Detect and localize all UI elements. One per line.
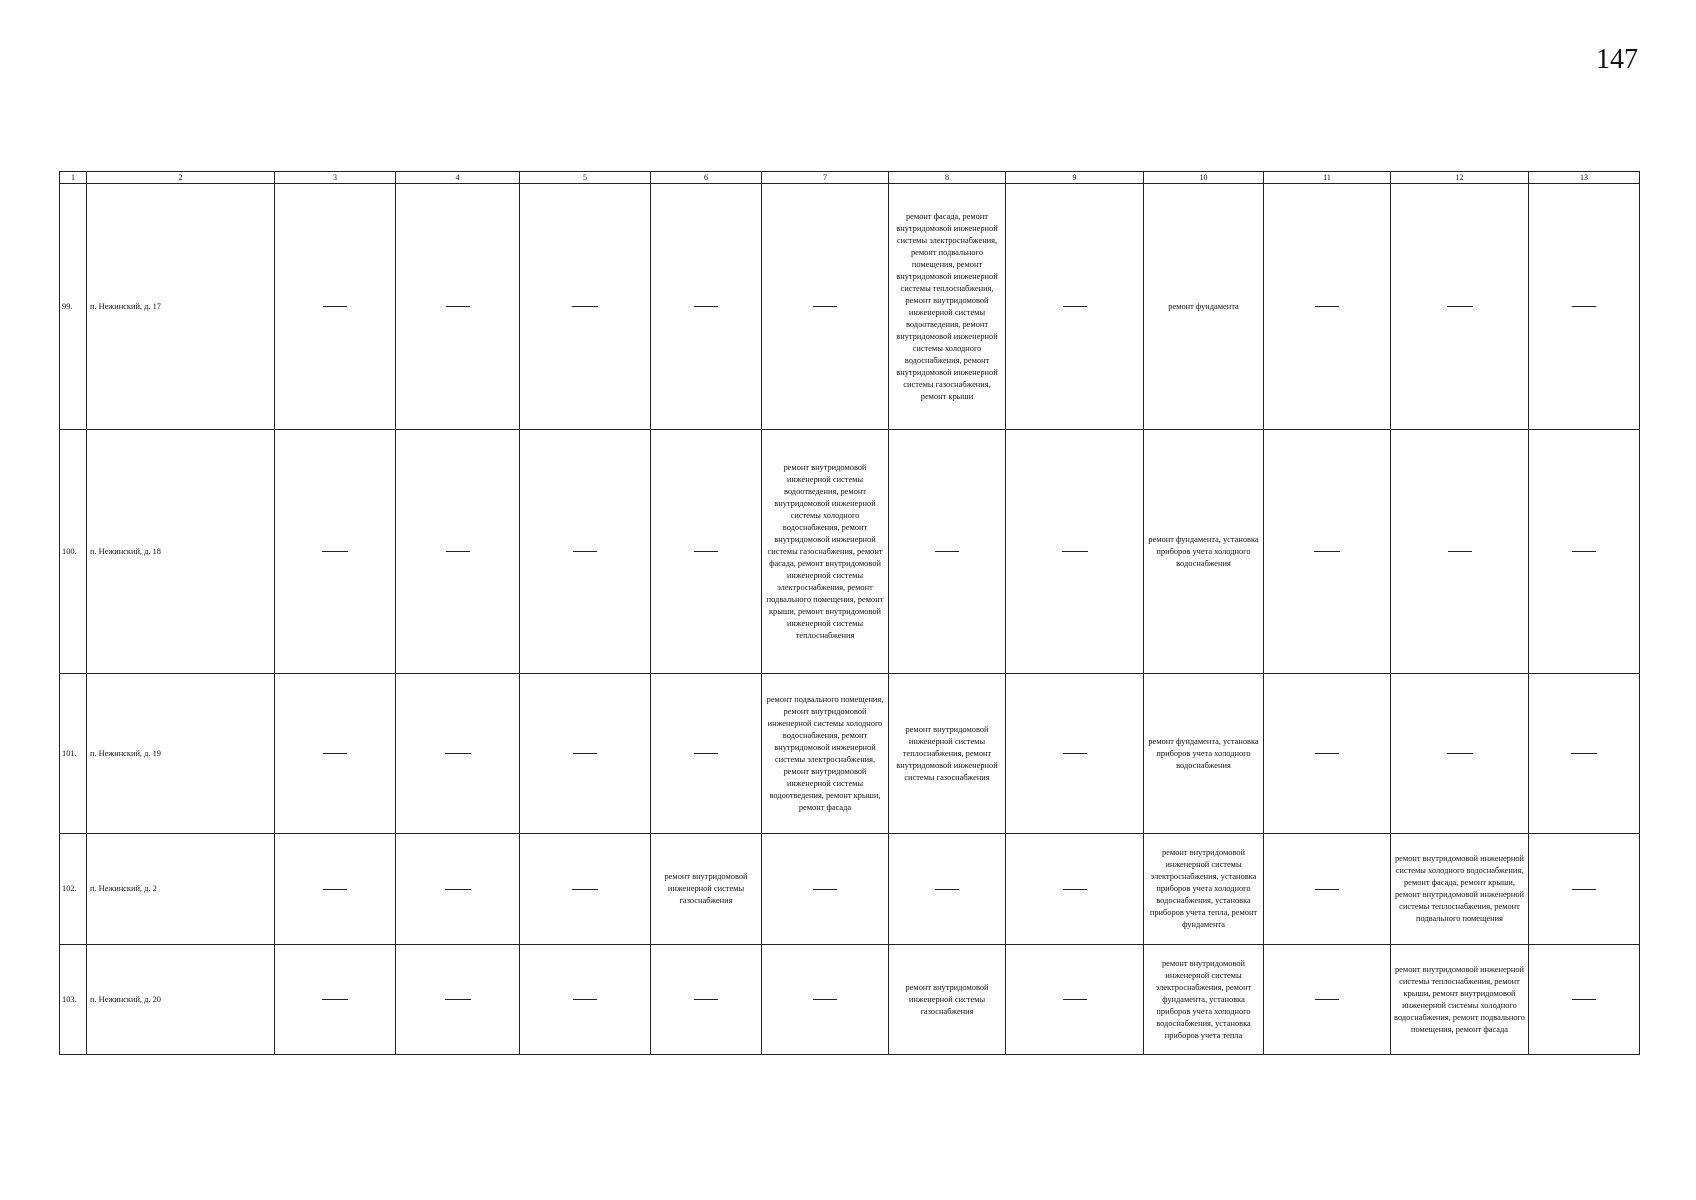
row-number: 103. (60, 945, 87, 1055)
dash-mark (1572, 306, 1596, 307)
empty-cell (651, 430, 762, 674)
dash-mark (323, 889, 347, 890)
dash-mark (813, 889, 837, 890)
column-header: 2 (87, 172, 275, 184)
table-row (60, 184, 1640, 430)
dash-mark (1315, 889, 1339, 890)
table-row (60, 945, 1640, 1055)
work-cell: ремонт внутридомовой инженерной системы водоотведения, ремонт внутридомовой инженерной системы холодного водоснабжения, ремонт внутридомовой инженерной системы газоснабжения, ремонт фасада, ремонт внутридомовой инженерной системы электроснабжения, ремонт подвального помещения, ремонт крыши, ремонт внутридомовой инженерной системы теплоснабжения (762, 430, 889, 674)
empty-cell (762, 184, 889, 430)
capital-repair-table (59, 171, 1640, 1055)
dash-mark (573, 551, 597, 552)
column-header: 7 (762, 172, 889, 184)
dash-mark (573, 753, 597, 754)
empty-cell (1264, 945, 1391, 1055)
empty-cell (1006, 674, 1144, 834)
empty-cell (275, 834, 396, 945)
work-cell: ремонт внутридомовой инженерной системы газоснабжения (889, 945, 1006, 1055)
dash-mark (446, 306, 470, 307)
dash-mark (1063, 999, 1087, 1000)
dash-mark (1315, 999, 1339, 1000)
empty-cell (275, 430, 396, 674)
empty-cell (1529, 945, 1640, 1055)
dash-mark (1447, 306, 1473, 307)
table-row (60, 674, 1640, 834)
empty-cell (520, 834, 651, 945)
dash-mark (1063, 889, 1087, 890)
empty-cell (520, 674, 651, 834)
row-number: 102. (60, 834, 87, 945)
dash-mark (935, 551, 959, 552)
dash-mark (694, 306, 718, 307)
dash-mark (573, 999, 597, 1000)
dash-mark (322, 551, 348, 552)
dash-mark (572, 889, 598, 890)
column-header: 5 (520, 172, 651, 184)
column-header: 1 (60, 172, 87, 184)
column-header: 13 (1529, 172, 1640, 184)
empty-cell (1529, 834, 1640, 945)
column-header: 4 (396, 172, 520, 184)
dash-mark (1062, 551, 1088, 552)
dash-mark (1572, 889, 1596, 890)
empty-cell (396, 945, 520, 1055)
dash-mark (322, 999, 348, 1000)
row-number: 101. (60, 674, 87, 834)
empty-cell (1006, 834, 1144, 945)
dash-mark (935, 889, 959, 890)
empty-cell (651, 945, 762, 1055)
dash-mark (445, 753, 471, 754)
work-cell: ремонт внутридомовой инженерной системы электроснабжения, установка приборов учета холодного водоснабжения, установка приборов учета тепла, ремонт фундамента (1144, 834, 1264, 945)
empty-cell (651, 674, 762, 834)
dash-mark (1315, 753, 1339, 754)
address-cell: п. Нежинский, д. 2 (87, 834, 275, 945)
dash-mark (813, 306, 837, 307)
dash-mark (323, 753, 347, 754)
dash-mark (813, 999, 837, 1000)
empty-cell (889, 430, 1006, 674)
dash-mark (1063, 306, 1087, 307)
empty-cell (520, 945, 651, 1055)
address-cell: п. Нежинский, д. 18 (87, 430, 275, 674)
work-cell: ремонт внутридомовой инженерной системы газоснабжения (651, 834, 762, 945)
page-number: 147 (1596, 44, 1638, 75)
work-cell: ремонт фундамента (1144, 184, 1264, 430)
dash-mark (446, 551, 470, 552)
address-cell: п. Нежинский, д. 19 (87, 674, 275, 834)
empty-cell (396, 184, 520, 430)
work-cell: ремонт фундамента, установка приборов учета холодного водоснабжения (1144, 430, 1264, 674)
dash-mark (1572, 999, 1596, 1000)
empty-cell (889, 834, 1006, 945)
empty-cell (1529, 184, 1640, 430)
empty-cell (1006, 184, 1144, 430)
empty-cell (1006, 945, 1144, 1055)
work-cell: ремонт фасада, ремонт внутридомовой инженерной системы электроснабжения, ремонт подвального помещения, ремонт внутридомовой инженерной системы теплоснабжения, ремонт внутридомовой инженерной системы водоотведения, ремонт внутридомовой инженерной системы холодного водоснабжения, ремонт внутридомовой инженерной системы газоснабжения, ремонт крыши (889, 184, 1006, 430)
table-row (60, 834, 1640, 945)
dash-mark (572, 306, 598, 307)
empty-cell (1264, 184, 1391, 430)
work-cell: ремонт внутридомовой инженерной системы электроснабжения, ремонт фундамента, установка приборов учета холодного водоснабжения, установка приборов учета тепла (1144, 945, 1264, 1055)
address-cell: п. Нежинский, д. 20 (87, 945, 275, 1055)
column-header: 12 (1391, 172, 1529, 184)
empty-cell (1529, 674, 1640, 834)
empty-cell (1391, 184, 1529, 430)
dash-mark (323, 306, 347, 307)
dash-mark (1447, 753, 1473, 754)
empty-cell (396, 430, 520, 674)
column-header: 8 (889, 172, 1006, 184)
empty-cell (275, 945, 396, 1055)
column-header: 3 (275, 172, 396, 184)
table-row (60, 430, 1640, 674)
row-number: 100. (60, 430, 87, 674)
empty-cell (520, 184, 651, 430)
empty-cell (762, 834, 889, 945)
dash-mark (694, 999, 718, 1000)
dash-mark (694, 551, 718, 552)
empty-cell (1264, 430, 1391, 674)
work-cell: ремонт подвального помещения, ремонт внутридомовой инженерной системы холодного водоснабжения, ремонт внутридомовой инженерной системы электроснабжения, ремонт внутридомовой инженерной системы водоотведения, ремонт крыши, ремонт фасада (762, 674, 889, 834)
empty-cell (520, 430, 651, 674)
work-cell: ремонт внутридомовой инженерной системы теплоснабжения, ремонт крыши, ремонт внутридомовой инженерной системы холодного водоснабжения, ремонт подвального помещения, ремонт фасада (1391, 945, 1529, 1055)
empty-cell (1391, 674, 1529, 834)
work-cell: ремонт внутридомовой инженерной системы холодного водоснабжения, ремонт фасада, ремонт крыши, ремонт внутридомовой инженерной системы теплоснабжения, ремонт подвального помещения (1391, 834, 1529, 945)
empty-cell (1391, 430, 1529, 674)
dash-mark (1572, 551, 1596, 552)
dash-mark (694, 753, 718, 754)
empty-cell (275, 184, 396, 430)
empty-cell (1264, 834, 1391, 945)
empty-cell (1264, 674, 1391, 834)
row-number: 99. (60, 184, 87, 430)
empty-cell (651, 184, 762, 430)
column-number-row (60, 172, 1640, 184)
dash-mark (1314, 551, 1340, 552)
work-cell: ремонт внутридомовой инженерной системы теплоснабжения, ремонт внутридомовой инженерной системы газоснабжения (889, 674, 1006, 834)
column-header: 9 (1006, 172, 1144, 184)
column-header: 10 (1144, 172, 1264, 184)
dash-mark (445, 999, 471, 1000)
empty-cell (396, 834, 520, 945)
dash-mark (1571, 753, 1597, 754)
address-cell: п. Нежинский, д. 17 (87, 184, 275, 430)
dash-mark (445, 889, 471, 890)
empty-cell (396, 674, 520, 834)
dash-mark (1063, 753, 1087, 754)
column-header: 11 (1264, 172, 1391, 184)
empty-cell (1006, 430, 1144, 674)
empty-cell (275, 674, 396, 834)
column-header: 6 (651, 172, 762, 184)
work-cell: ремонт фундамента, установка приборов учета холодного водоснабжения (1144, 674, 1264, 834)
dash-mark (1448, 551, 1472, 552)
empty-cell (1529, 430, 1640, 674)
dash-mark (1315, 306, 1339, 307)
empty-cell (762, 945, 889, 1055)
